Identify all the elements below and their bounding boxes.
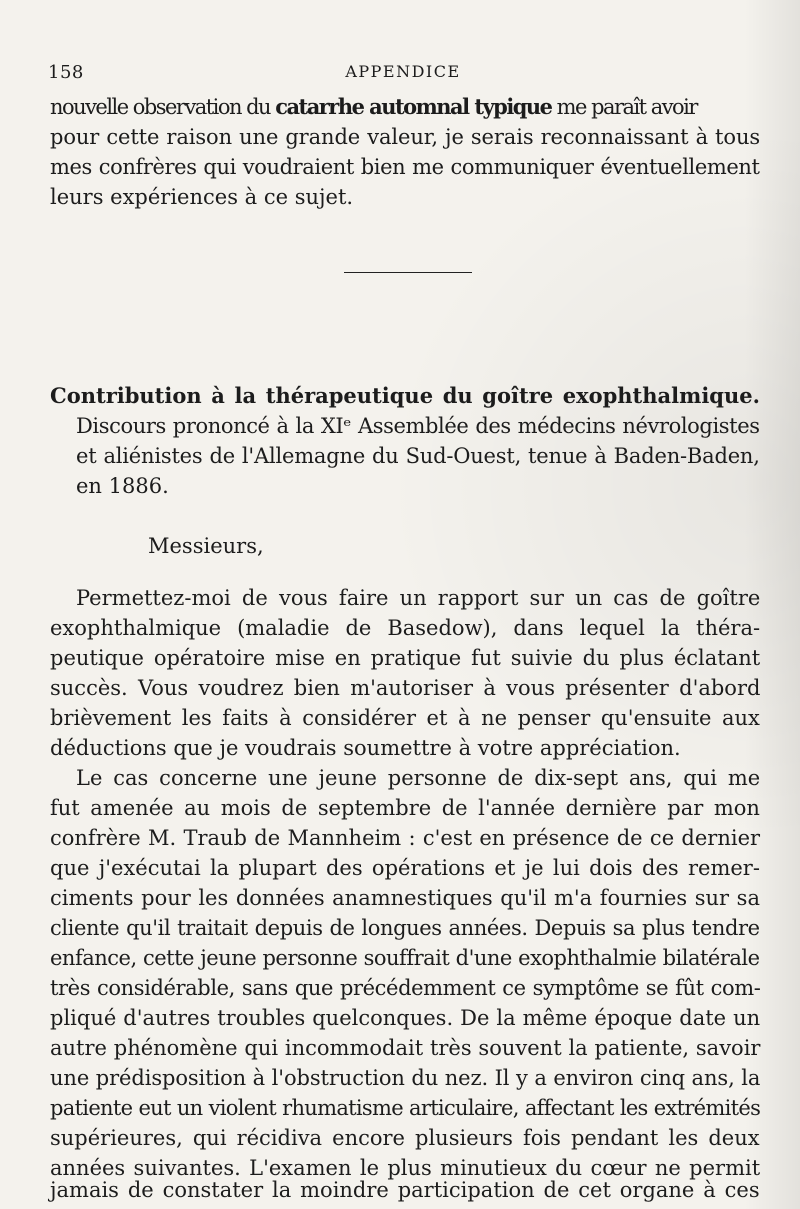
paragraph2-line: jamais de constater la moindre participation de cet organe à ces <box>50 1178 760 1202</box>
text-span: me paraît avoir <box>551 95 697 119</box>
paragraph2-line: très considérable, sans que précédemment ce symptôme se fût com- <box>50 976 761 1000</box>
paragraph1-line: peutique opératoire mise en pratique fut suivie du plus éclatant <box>50 646 761 670</box>
paragraph2-line: pliqué d'autres troubles quelconques. De la même époque date un <box>50 1006 761 1030</box>
running-head: APPENDICE <box>345 62 461 81</box>
paragraph2-line: patiente eut un violent rhumatisme articulaire, affectant les extrémités <box>50 1096 761 1120</box>
paragraph2-line: autre phénomène qui incommodait très souvent la patiente, savoir <box>50 1036 761 1060</box>
paragraph1-line: déductions que je voudrais soumettre à votre appréciation. <box>50 736 681 760</box>
article-subtitle-line: en 1886. <box>76 474 169 498</box>
paragraph1-line: succès. Vous voudrez bien m'autoriser à vous présenter d'abord <box>50 676 761 700</box>
paragraph1-line: Permettez-moi de vous faire un rapport sur un cas de goître <box>76 586 761 610</box>
paragraph2-line: ciments pour les données anamnestiques qu'il m'a fournies sur sa <box>50 886 760 910</box>
text-line <box>50 92 760 121</box>
paragraph1-line: brièvement les faits à considérer et à ne penser qu'ensuite aux <box>50 706 760 730</box>
text-line: pour cette raison une grande valeur, je serais reconnaissant à tous <box>50 125 761 149</box>
paragraph2-line: années suivantes. L'examen le plus minutieux du cœur ne permit <box>50 1156 761 1180</box>
article-subtitle-line: et aliénistes de l'Allemagne du Sud-Ouest, tenue à Baden-Baden, <box>76 444 760 468</box>
paragraph2-line: supérieures, qui récidiva encore plusieurs fois pendant les deux <box>50 1126 760 1150</box>
section-divider <box>344 272 472 273</box>
paragraph2-line: que j'exécutai la plupart des opérations et je lui dois des remer- <box>50 856 760 880</box>
paragraph2-line: confrère M. Traub de Mannheim : c'est en présence de ce dernier <box>50 826 761 850</box>
text-span: nouvelle observation du <box>50 95 276 119</box>
paragraph2-line: cliente qu'il traitait depuis de longues années. Depuis sa plus tendre <box>50 916 760 940</box>
text-line: leurs expériences à ce sujet. <box>50 185 354 209</box>
paragraph2-line: Le cas concerne une jeune personne de dix-sept ans, qui me <box>76 766 761 790</box>
article-title: Contribution à la thérapeutique du goître exophthalmique. <box>50 383 760 408</box>
paragraph2-line: fut amenée au mois de septembre de l'année dernière par mon <box>50 796 760 820</box>
salutation: Messieurs, <box>148 534 264 558</box>
bold-term: catarrhe automnal typique <box>275 94 552 119</box>
paragraph2-line: enfance, cette jeune personne souffrait d'une exophthalmie bilatérale <box>50 946 760 970</box>
paragraph2-line: une prédisposition à l'obstruction du nez. Il y a environ cinq ans, la <box>50 1066 761 1090</box>
page-number: 158 <box>48 62 84 83</box>
article-subtitle-line: Discours prononcé à la XIᵉ Assemblée des médecins névrologistes <box>76 414 760 438</box>
text-line: mes confrères qui voudraient bien me communiquer éventuellement <box>50 155 760 179</box>
paragraph1-line: exophthalmique (maladie de Basedow), dans lequel la théra- <box>50 616 761 640</box>
page-header <box>46 62 760 86</box>
